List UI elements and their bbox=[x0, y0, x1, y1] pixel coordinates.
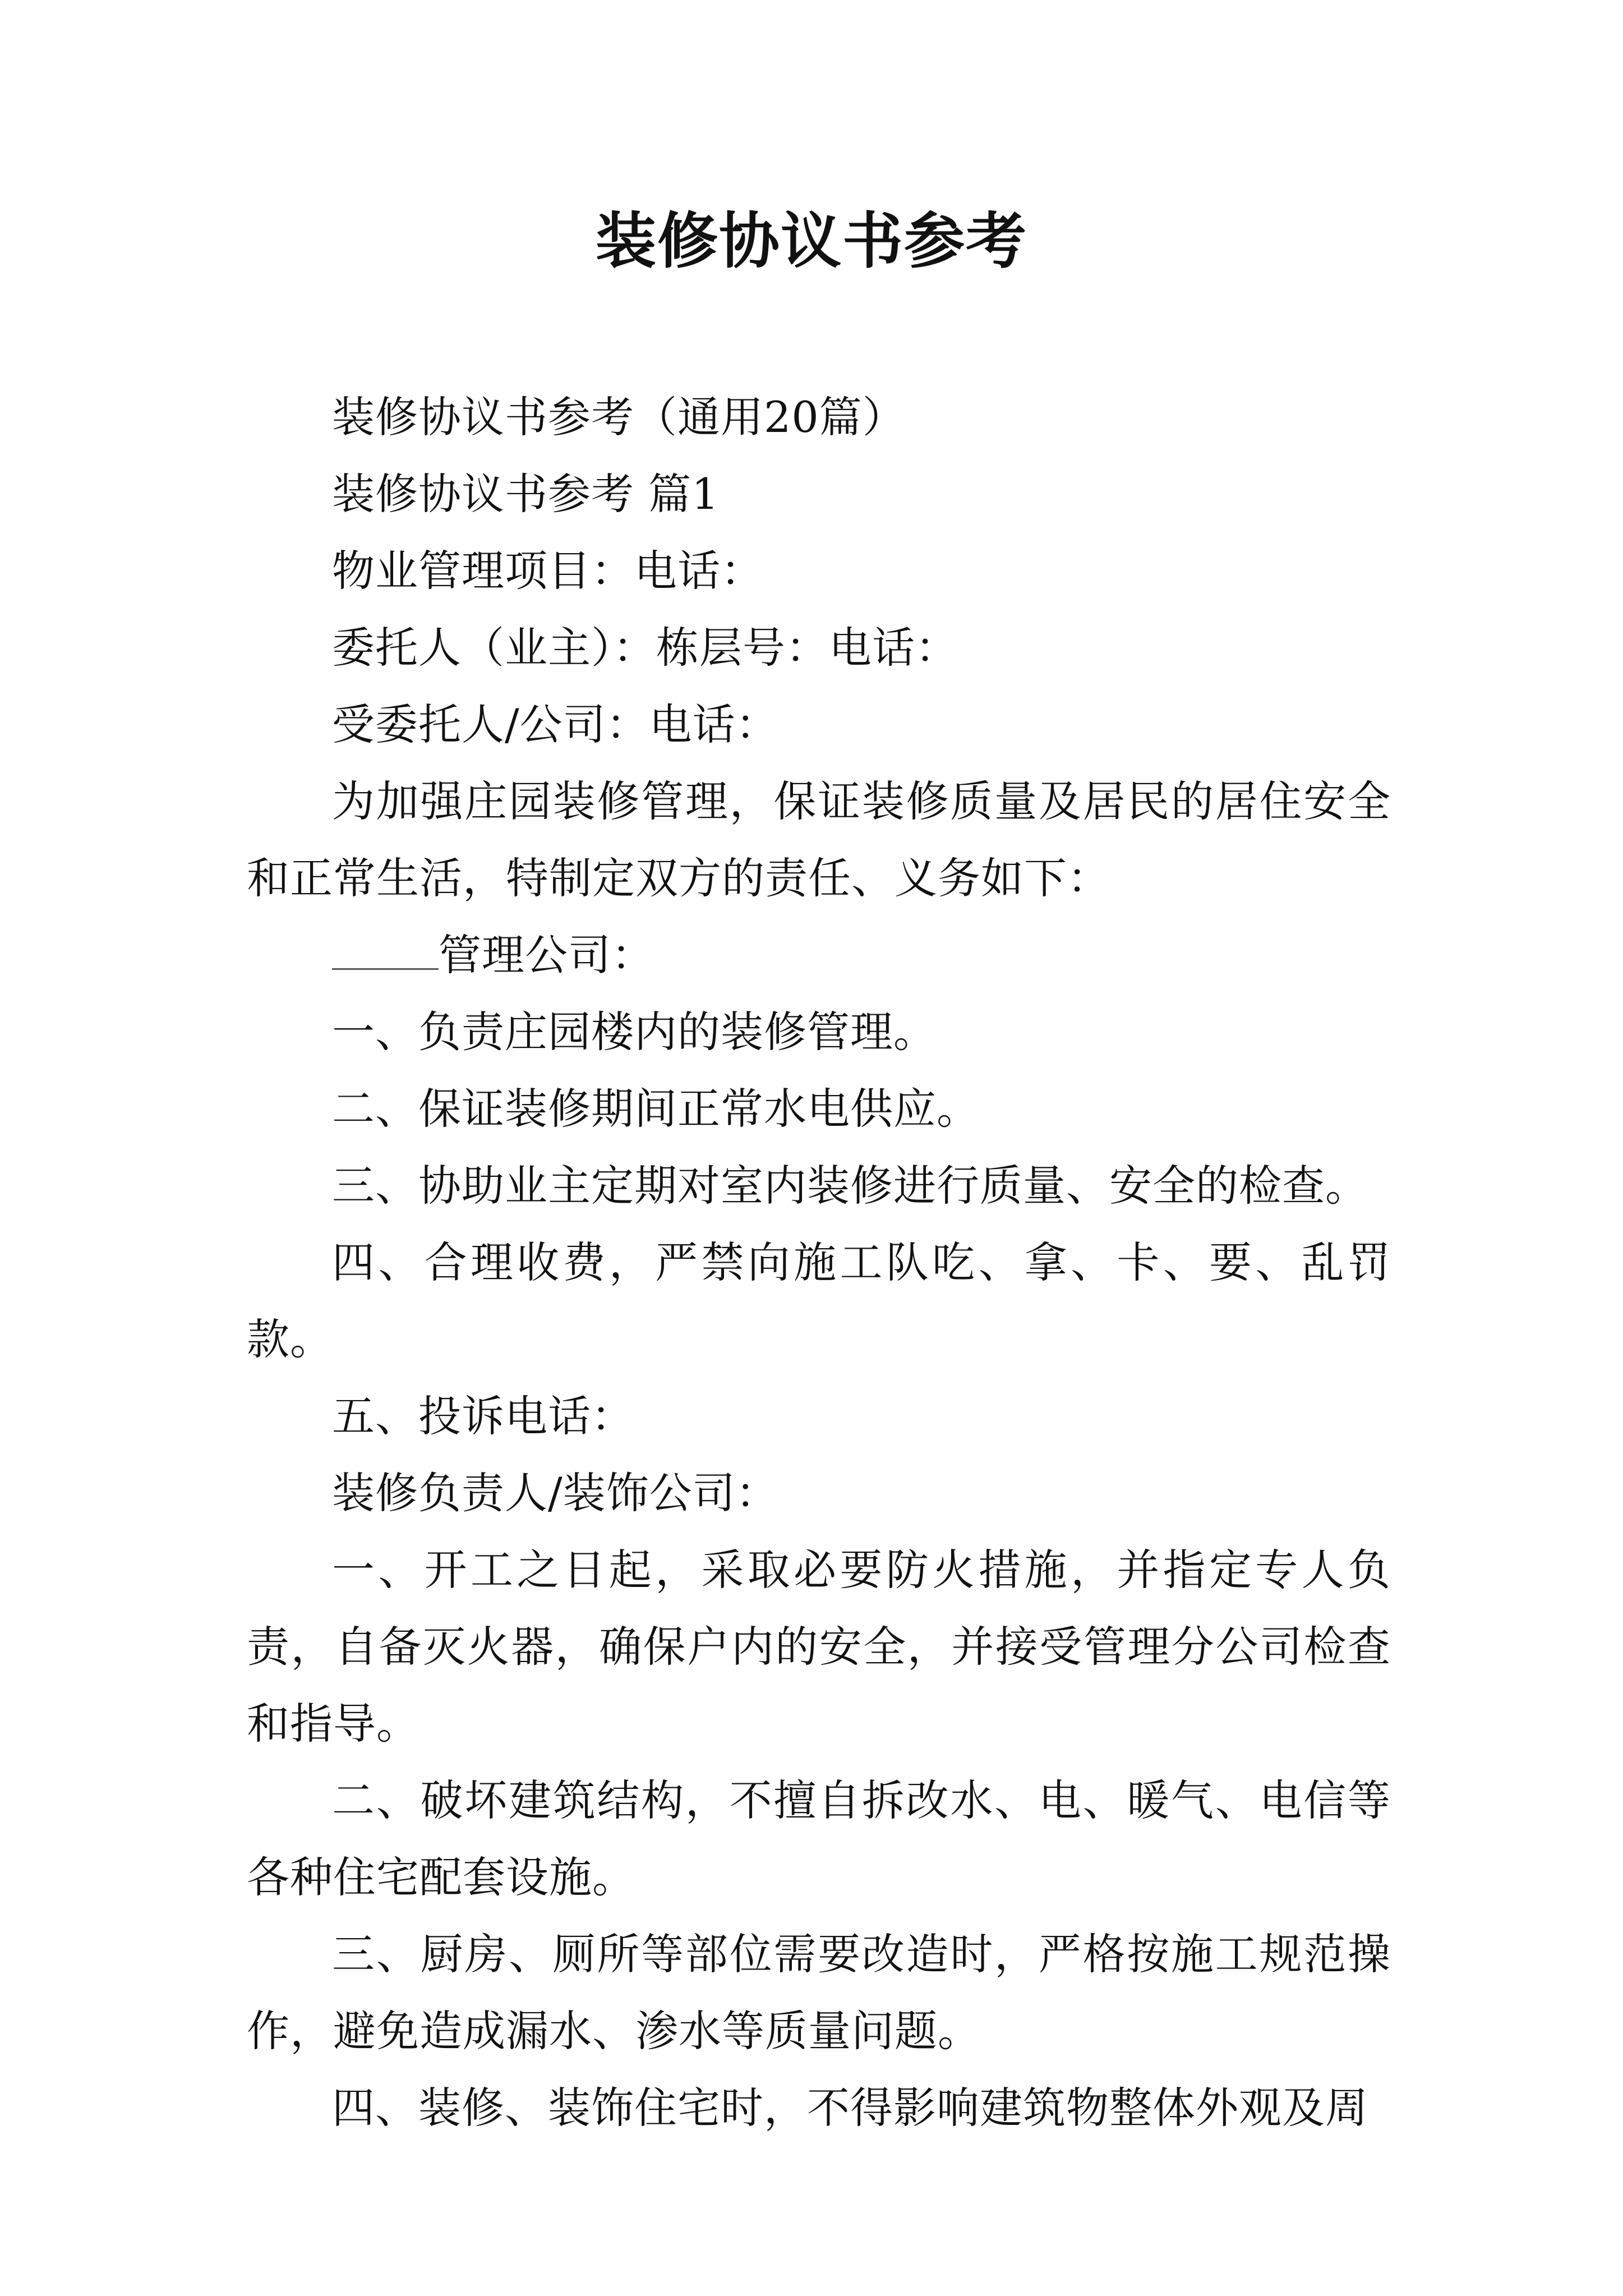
paragraph-item: 三、协助业主定期对室内装修进行质量、安全的检查。 bbox=[332, 1161, 1368, 1211]
paragraph-section-heading: 装修协议书参考 篇1 bbox=[332, 469, 720, 519]
paragraph-contractor: 受委托人/公司：电话： bbox=[332, 700, 779, 749]
management-company-label: 管理公司： bbox=[439, 930, 654, 980]
paragraph-item: 一、开工之日起，采取必要防火措施，并指定专人负责，自备灭火器，确保户内的安全，并接受管理分公司检查和指导。 bbox=[247, 1545, 1391, 1749]
paragraph-item: 三、厨房、厕所等部位需要改造时，严格按施工规范操作，避免造成漏水、渗水等质量问题。 bbox=[247, 1929, 1391, 2056]
paragraph-decoration-company: 装修负责人/装饰公司： bbox=[332, 1468, 779, 1518]
paragraph-property-project: 物业管理项目：电话： bbox=[332, 546, 764, 596]
blank-fill-line bbox=[332, 929, 439, 970]
paragraph-item: 二、破坏建筑结构，不擅自拆改水、电、暖气、电信等各种住宅配套设施。 bbox=[247, 1775, 1391, 1902]
document-title: 装修协议书参考 bbox=[595, 206, 1027, 277]
paragraph-item: 四、合理收费，严禁向施工队吃、拿、卡、要、乱罚款。 bbox=[247, 1237, 1391, 1364]
paragraph-preamble: 为加强庄园装修管理，保证装修质量及居民的居住安全和正常生活，特制定双方的责任、义务如下： bbox=[247, 776, 1391, 903]
paragraph-client: 委托人（业主）：栋层号：电话： bbox=[332, 623, 958, 673]
paragraph-subtitle: 装修协议书参考（通用20篇） bbox=[332, 392, 906, 442]
paragraph-management-company bbox=[247, 917, 1391, 993]
paragraph-item: 五、投诉电话： bbox=[332, 1391, 634, 1441]
document-body bbox=[247, 379, 1391, 2146]
paragraph-item: 二、保证装修期间正常水电供应。 bbox=[332, 1084, 980, 1134]
paragraph-item: 一、负责庄园楼内的装修管理。 bbox=[332, 1007, 937, 1057]
paragraph-item: 四、装修、装饰住宅时，不得影响建筑物整体外观及周 bbox=[332, 2083, 1368, 2133]
